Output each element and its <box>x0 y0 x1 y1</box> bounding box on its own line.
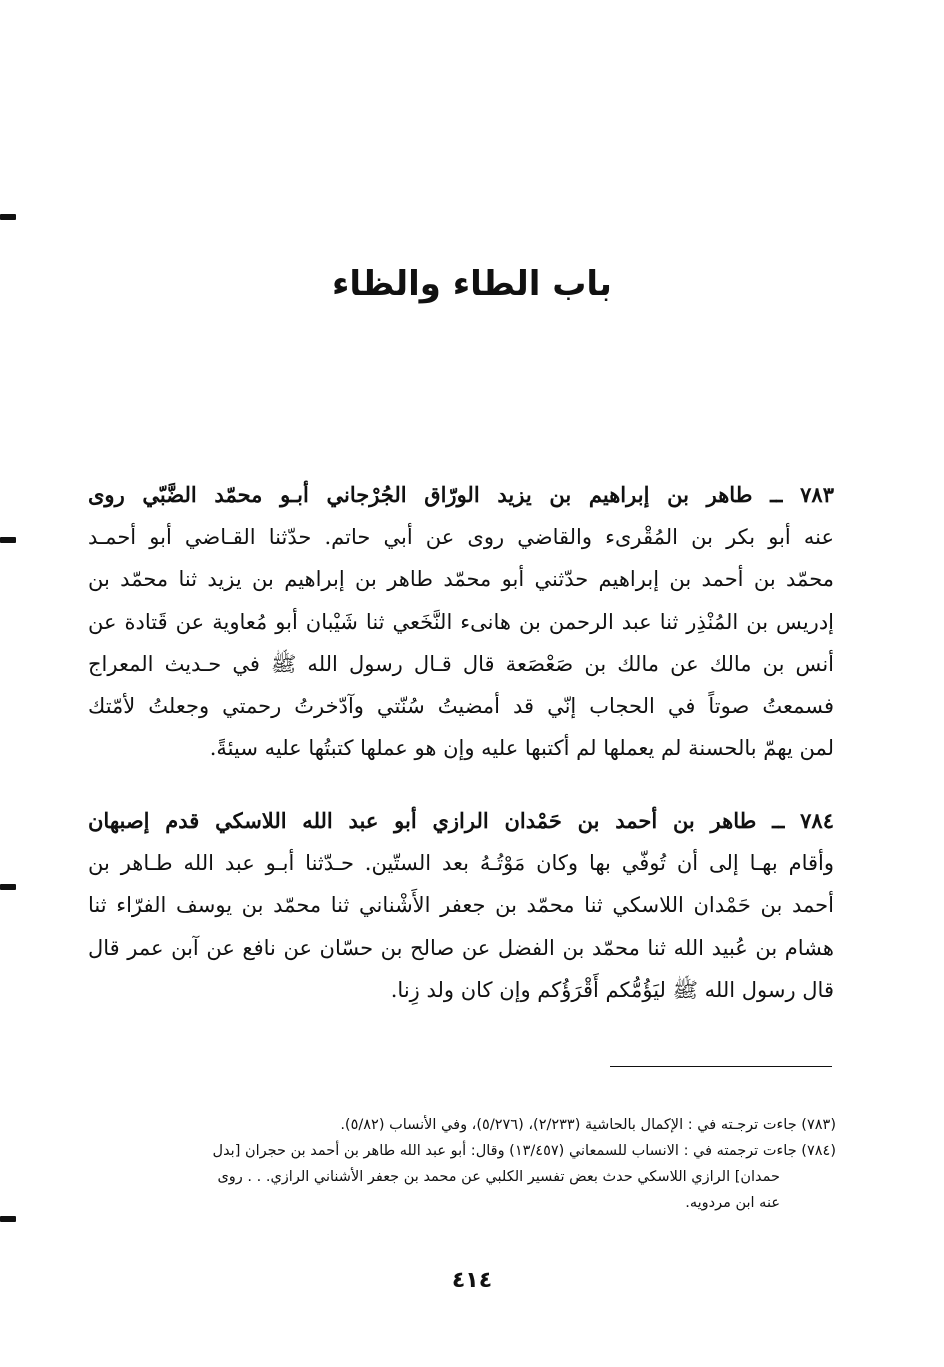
footnote-784-continued: عنه ابن مردويه. <box>685 1195 780 1211</box>
entry-line: فسمعتُ صوتاً في الحجاب إنّي قد أمضيتُ سُنّتي وآدّخرتُ رحمتي وجعلتُ لأمّتك <box>88 694 834 719</box>
entry-783 <box>88 474 834 769</box>
entry-line: وأقام بهـا إلى أن تُوفّي بها وكان مَوْتُـهُ بعد الستّين. حـدّثنا أبـو عبد الله طـاهر بن <box>88 851 834 876</box>
scan-edge-mark <box>0 884 16 890</box>
scan-edge-mark <box>0 214 16 220</box>
entry-line: أحمد بن حَمْدان اللاسكي ثنا محمّد بن جعفر الأَشْناني ثنا محمّد بن يوسف الفرّاء ثنا <box>88 893 834 918</box>
entry-line: إدريس بن المُنْذِر ثنا عبد الرحمن بن هانىء النَّخَعي ثنا شَيْبان أبو مُعاوية عن قَتادة عن <box>88 609 834 634</box>
entry-line: ٧٨٤ ــ طاهر بن أحمد بن حَمْدان الرازي أبو عبد الله اللاسكي قدم إصبهان <box>88 808 834 833</box>
entry-line: محمّد بن أحمد بن إبراهيم حدّثني أبو محمّد طاهر بن إبراهيم بن يزيد ثنا محمّد بن <box>88 567 834 592</box>
chapter-title: باب الطاء والظاء <box>332 264 612 304</box>
entry-line: عنه أبو بكر بن المُقْرىء والقاضي روى عن أبي حاتم. حدّثنا القـاضي أبو أحمـد <box>88 525 834 550</box>
scan-edge-mark <box>0 1216 16 1222</box>
footnote-784-continued: حمدان] الرازي اللاسكي حدث بعض تفسير الكلبي عن محمد بن جعفر الأشناني الرازي. . . روى <box>217 1169 780 1185</box>
footnote-784: (٧٨٤) جاءت ترجمته في : الانساب للسمعاني (١٣/٤٥٧) وقال: أبو عبد الله طاهر بن أحمد بن حجران [بدل <box>212 1143 836 1159</box>
footnote-783: (٧٨٣) جاءت ترجـته في : الإكمال بالحاشية (٢/٢٣٣)، (٥/٢٧٦)، وفي الأنساب (٥/٨٢). <box>340 1117 836 1133</box>
entry-line: لمن يهمّ بالحسنة لم يعملها لم أكتبها عليه وإن هو عملها كتبتُها عليه سيئةً. <box>209 736 834 761</box>
page-number: ٤١٤ <box>451 1268 493 1293</box>
scan-edge-mark <box>0 537 16 543</box>
entry-line: هشام بن عُبيد الله ثنا محمّد بن الفضل عن صالح بن حسّان عن نافع عن آبن عمر قال <box>88 935 834 960</box>
entry-784 <box>88 800 834 1011</box>
footnote-divider <box>610 1066 832 1067</box>
entry-line: ٧٨٣ ــ طاهر بن إبراهيم بن يزيد الورّاق الجُرْجاني أبـو محمّد الضَّبّي روى <box>88 482 834 507</box>
footnotes <box>94 1112 836 1216</box>
entry-line: قال رسول الله ﷺ ليَؤُمُّكم أَقْرَؤُكم وإن كان ولد زِنا. <box>390 977 834 1002</box>
entry-line: أنس بن مالك عن مالك بن صَعْصَعة قال قـال رسول الله ﷺ في حـديث المعراج <box>88 651 834 676</box>
